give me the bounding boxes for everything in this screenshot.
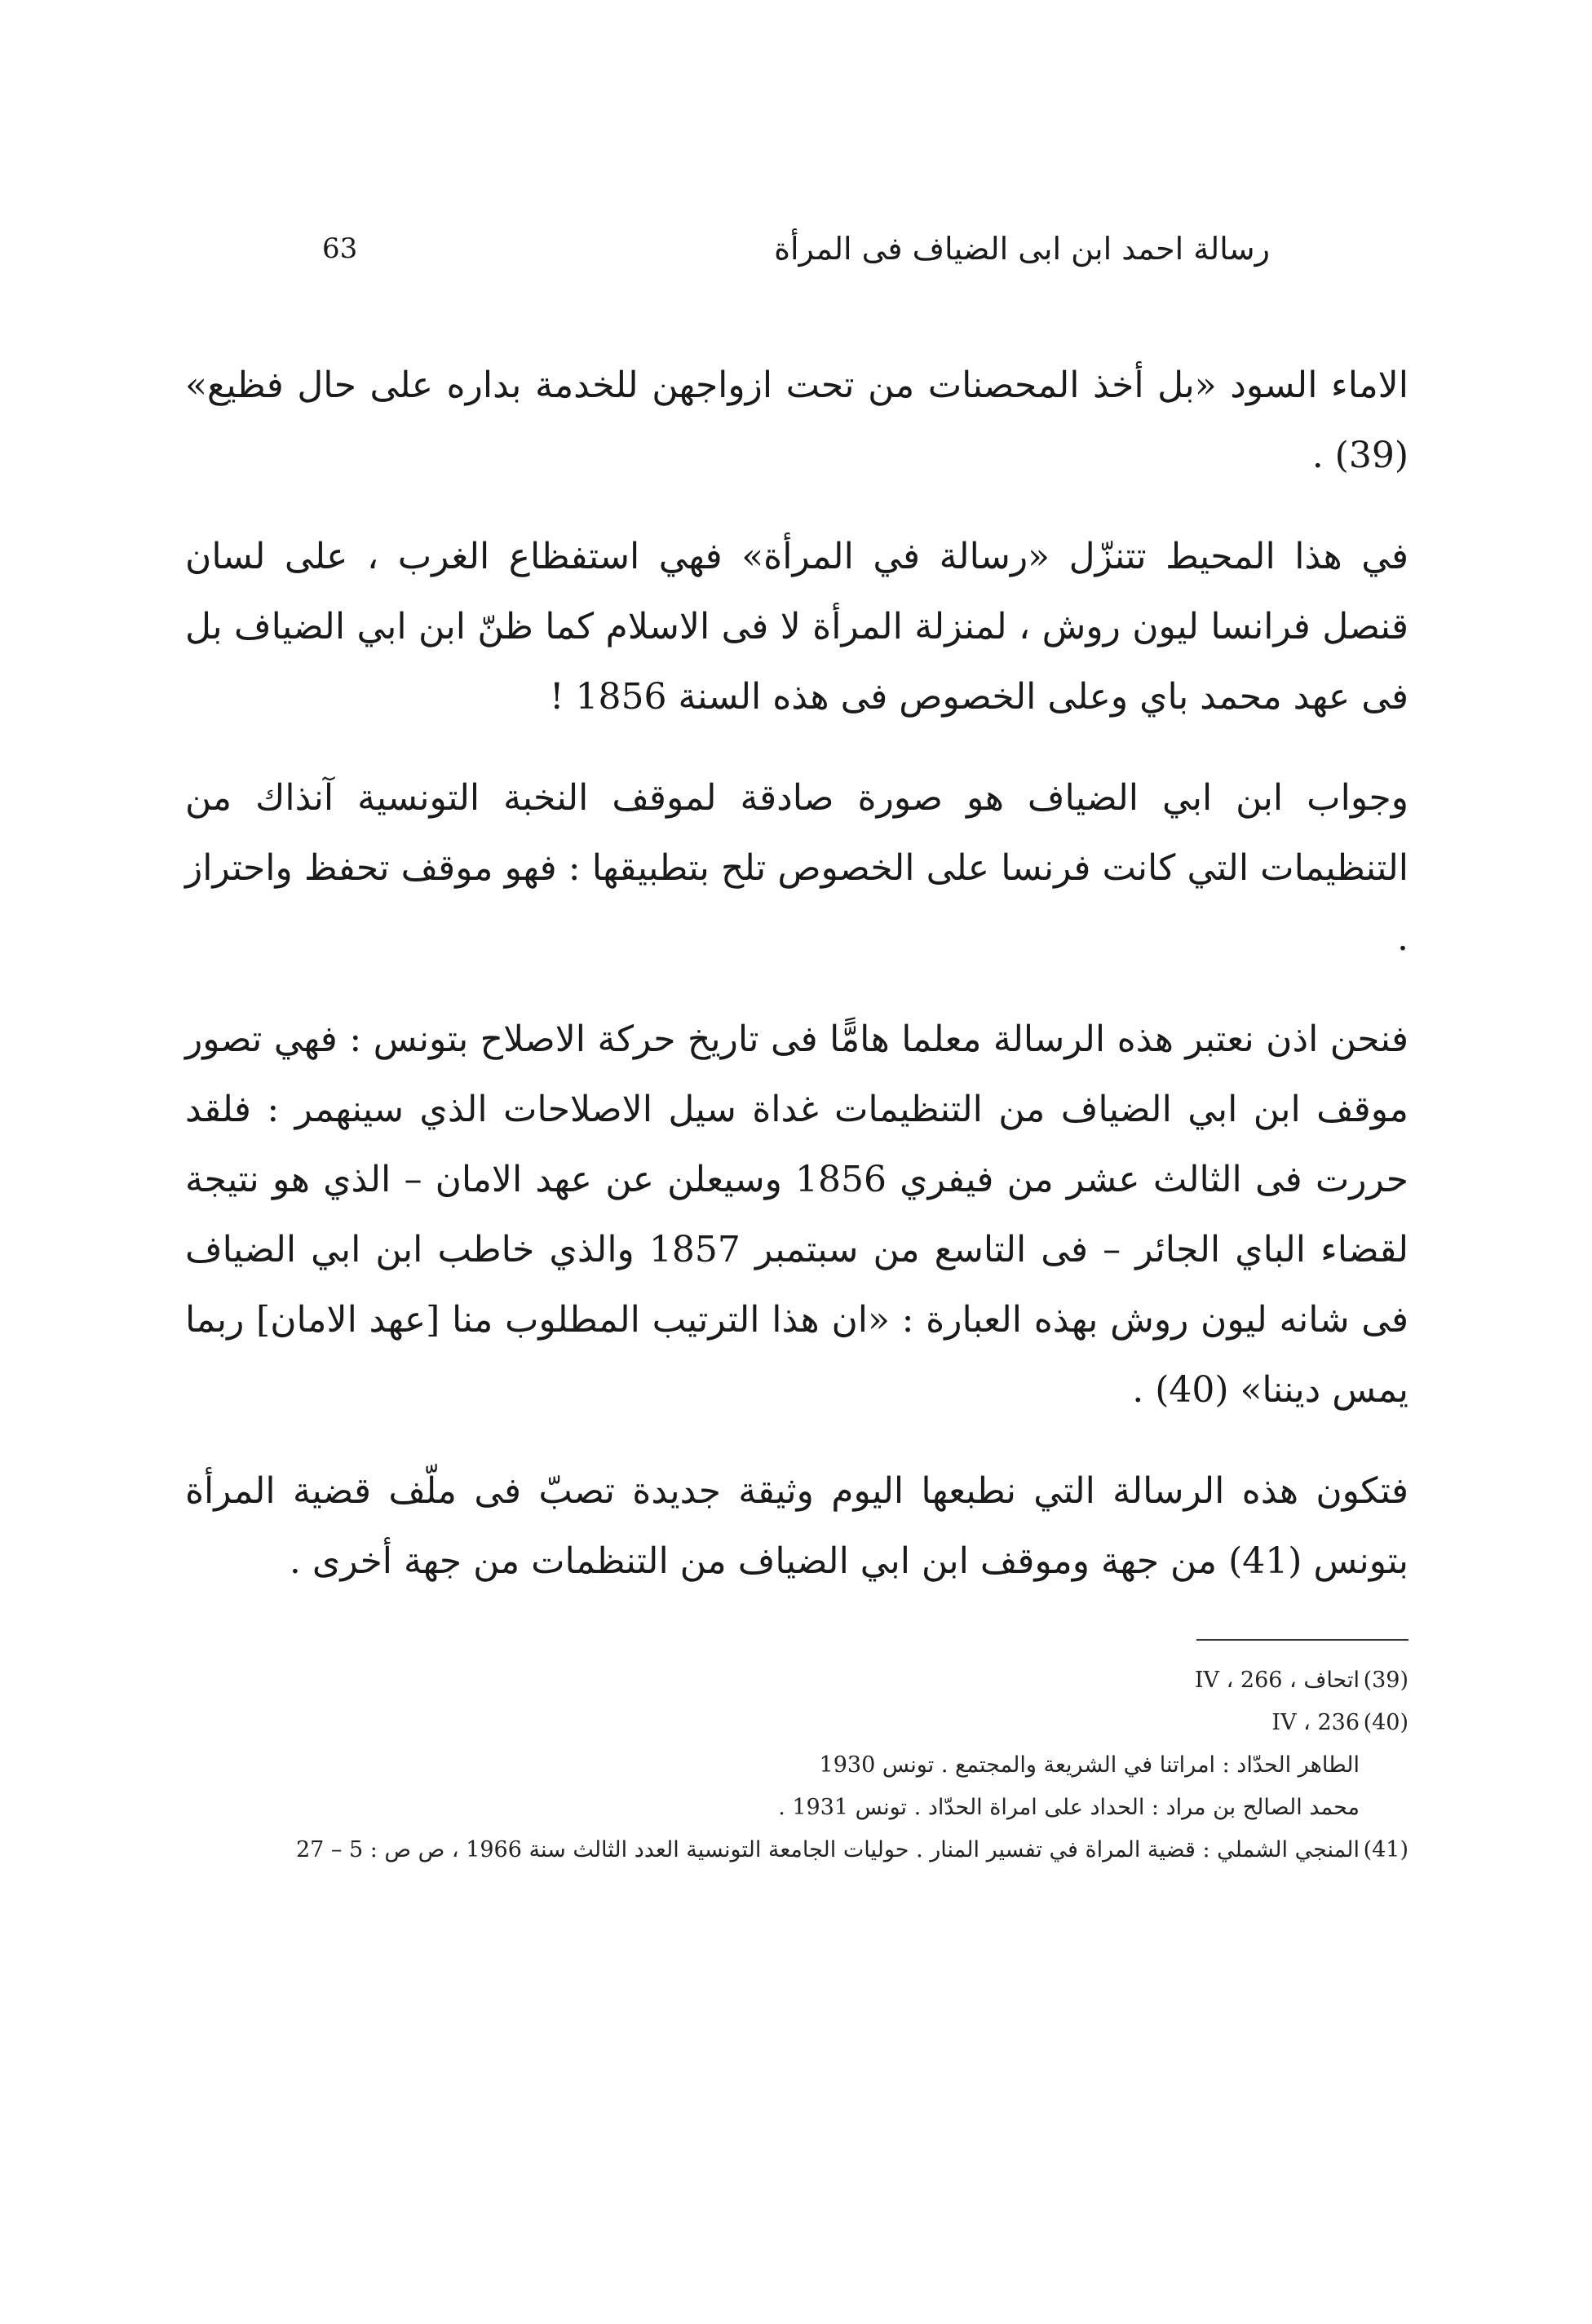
footnote-divider <box>1196 1639 1408 1641</box>
footnote-text: اتحاف ، IV ، 266 <box>1194 1668 1360 1693</box>
paragraph-2: في هذا المحيط تتنزّل «رسالة في المرأة» فهي استفظاع الغرب ، على لسان قنصل فرانسا ليون روش ، لمنزلة المرأة لا فى الاسلام كما ظنّ ابن ابي الضياف بل فى عهد محمد باي وعلى الخصوص فى هذه السنة 1856 ! <box>185 536 1408 718</box>
footnote-40-ref-2 <box>267 1787 1408 1829</box>
footnote-number: (40) <box>1363 1710 1408 1735</box>
paragraph-1: الاماء السود «بل أخذ المحصنات من تحت ازواجهن للخدمة بداره على حال فظيع» (39) . <box>185 365 1408 476</box>
running-header <box>322 220 1270 277</box>
footnote-text: محمد الصالح بن مراد : الحداد على امراة الحدّاد . تونس 1931 . <box>778 1795 1360 1820</box>
footnote-number: (41) <box>1363 1837 1408 1862</box>
footnote-40-ref-1 <box>267 1744 1408 1787</box>
paragraph-3: وجواب ابن ابي الضياف هو صورة صادقة لموقف النخبة التونسية آنذاك من التنظيمات التي كانت فرنسا على الخصوص تلح بتطبيقها : فهو موقف تحفظ واحتراز . <box>185 777 1408 959</box>
footnote-text: الطاهر الحدّاد : امراتنا في الشريعة والمجتمع . تونس 1930 <box>819 1752 1360 1778</box>
footnotes <box>267 1659 1408 1871</box>
page-number: 63 <box>322 232 358 265</box>
body-text <box>185 351 1408 1628</box>
running-title: رسالة احمد ابن ابى الضياف فى المرأة <box>774 231 1270 267</box>
footnote-41 <box>267 1829 1408 1871</box>
footnote-text: IV ، 236 <box>1271 1710 1360 1735</box>
footnote-40 <box>267 1702 1408 1744</box>
footnote-39 <box>267 1659 1408 1702</box>
footnote-text: المنجي الشملي : قضية المراة في تفسير المنار . حوليات الجامعة التونسية العدد الثالث سنة 1966 ، ص ص : 5 – 27 <box>295 1837 1360 1862</box>
paragraph-5: فتكون هذه الرسالة التي نطبعها اليوم وثيقة جديدة تصبّ فى ملّف قضية المرأة بتونس (41) من جهة وموقف ابن ابي الضياف من التنظمات من جهة أخرى . <box>185 1470 1408 1582</box>
paragraph-4: فنحن اذن نعتبر هذه الرسالة معلما هامًّا فى تاريخ حركة الاصلاح بتونس : فهي تصور موقف ابن ابي الضياف من التنظيمات غداة سيل الاصلاحات الذي سينهمر : فلقد حررت فى الثالث عشر من فيفري 1856 وسيعلن عن عهد الامان – الذي هو نتيجة لقضاء الباي الجائر – فى التاسع من سبتمبر 1857 والذي خاطب ابن ابي الضياف فى شانه ليون روش بهذه العبارة : «ان هذا الترتيب المطلوب منا [عهد الامان] ربما يمس ديننا» (40) . <box>185 1018 1408 1411</box>
footnote-number: (39) <box>1363 1668 1408 1693</box>
